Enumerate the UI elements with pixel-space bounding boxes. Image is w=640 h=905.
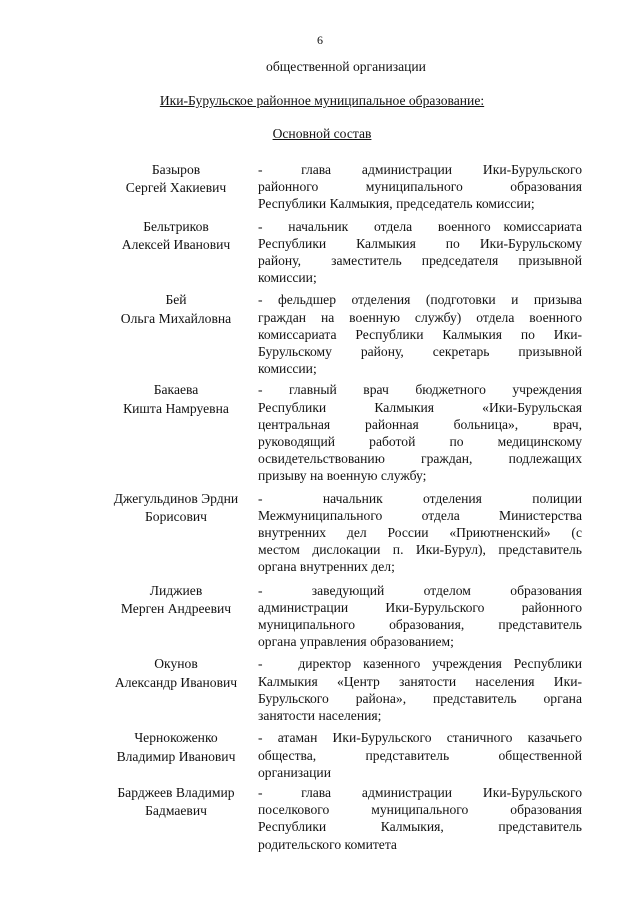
member-role-line: центральная районная больница», врач, xyxy=(258,416,582,432)
member-entry xyxy=(96,729,589,781)
member-entry xyxy=(96,784,589,853)
member-name xyxy=(96,655,256,692)
member-name xyxy=(96,729,256,766)
member-role-line: Межмуниципального отдела Министерства xyxy=(258,507,582,523)
member-role-line: - начальник отдела военного комиссариата xyxy=(258,218,582,234)
member-role-line: комиссариата Республики Калмыкия по Ики- xyxy=(258,326,582,342)
member-role xyxy=(258,490,582,576)
member-role-line: - фельдшер отделения (подготовки и призыва xyxy=(258,292,582,308)
member-role-line: муниципального образования, представитель xyxy=(258,617,582,633)
member-name-line: Мерген Андреевич xyxy=(120,601,232,617)
member-name-line: Алексей Иванович xyxy=(121,237,231,253)
member-role-line: - атаман Ики-Бурульского станичного казачьего xyxy=(258,730,582,746)
member-name-line: Бакаева xyxy=(153,382,199,398)
member-role-line: - директор казенного учреждения Республики xyxy=(258,656,582,672)
member-role-line: комиссии; xyxy=(258,361,317,377)
member-role-line: призыву на военную службу; xyxy=(258,468,427,484)
member-role-line: органа внутренних дел; xyxy=(258,559,395,575)
member-name-line: Бельтриков xyxy=(143,218,209,234)
member-name-line: Владимир Иванович xyxy=(116,748,236,764)
member-role-line: граждан на военную службу) отдела военного xyxy=(258,309,582,325)
member-role xyxy=(258,729,582,781)
member-role-line: местом дислокации п. Ики-Бурул), представитель xyxy=(258,542,582,558)
member-name xyxy=(96,381,256,418)
member-name-line: Чернокоженко xyxy=(134,730,218,746)
member-role-line: Республики Калмыкия, председатель комиссии; xyxy=(258,196,535,212)
member-role-line: родительского комитета xyxy=(258,836,397,852)
member-role-line: занятости населения; xyxy=(258,708,382,724)
continuation-text: общественной организации xyxy=(266,59,426,74)
member-role-line: поселкового муниципального образования xyxy=(258,802,582,818)
member-role-line: Бурульскому району, секретарь призывной xyxy=(258,344,582,360)
member-name-line: Ольга Михайловна xyxy=(120,310,232,326)
member-role-line: Калмыкия «Центр занятости населения Ики- xyxy=(258,673,582,689)
member-entry xyxy=(96,218,589,287)
member-role xyxy=(258,784,582,853)
member-name-line: Сергей Хакиевич xyxy=(125,180,227,196)
member-name-line: Джегульдинов Эрдни xyxy=(113,490,239,506)
member-name xyxy=(96,161,256,198)
member-role xyxy=(258,218,582,287)
member-entry xyxy=(96,161,589,213)
member-role xyxy=(258,291,582,377)
member-name-line: Александр Иванович xyxy=(114,674,238,690)
member-name-line: Бей xyxy=(165,292,187,308)
member-name-line: Лиджиев xyxy=(149,582,203,598)
subsection-title: Основной состав xyxy=(272,126,372,141)
member-name xyxy=(96,490,256,527)
member-role-line: Бурульского района», представитель органа xyxy=(258,690,582,706)
member-role-line: общества, представитель общественной xyxy=(258,747,582,763)
member-role-line: комиссии; xyxy=(258,270,317,286)
member-entry xyxy=(96,490,589,576)
member-name xyxy=(96,582,256,619)
member-role-line: внутренних дел России «Приютненский» (с xyxy=(258,525,582,541)
member-role-line: районного муниципального образования xyxy=(258,179,582,195)
member-role-line: району, заместитель председателя призывной xyxy=(258,253,582,269)
member-role-line: Республики Калмыкия «Ики-Бурульская xyxy=(258,399,582,415)
member-name-line: Кишта Намруевна xyxy=(123,400,229,416)
member-name-line: Бадмаевич xyxy=(145,803,207,819)
member-role xyxy=(258,655,582,724)
member-name-line: Окунов xyxy=(154,656,198,672)
member-role-line: - глава администрации Ики-Бурульского xyxy=(258,162,582,177)
member-role-line: руководящий работой по медицинскому xyxy=(258,434,582,450)
member-role xyxy=(258,161,582,213)
member-entry xyxy=(96,582,589,651)
member-name xyxy=(96,218,256,255)
member-role-line: - глава администрации Ики-Бурульского xyxy=(258,784,582,800)
section-title: Ики-Бурульское районное муниципальное образование: xyxy=(159,93,485,108)
member-name-line: Борисович xyxy=(144,509,208,525)
member-role-line: Республики Калмыкия по Ики-Бурульскому xyxy=(258,235,582,251)
member-role-line: - заведующий отделом образования xyxy=(258,582,582,598)
member-name-line: Барджеев Владимир xyxy=(117,784,235,800)
commission-members-list xyxy=(96,161,589,853)
member-role-line: органа управления образованием; xyxy=(258,634,454,650)
member-name-line: Базыров xyxy=(151,162,201,177)
member-role-line: - начальник отделения полиции xyxy=(258,490,582,506)
member-role xyxy=(258,582,582,651)
member-role-line: организации xyxy=(258,764,331,780)
page-number: 6 xyxy=(317,33,323,47)
member-name xyxy=(96,291,256,328)
member-role-line: администрации Ики-Бурульского районного xyxy=(258,599,582,615)
member-role-line: Республики Калмыкия, представитель xyxy=(258,819,582,835)
member-role-line: освидетельствованию граждан, подлежащих xyxy=(258,451,582,467)
member-entry xyxy=(96,291,589,377)
member-name xyxy=(96,784,256,821)
member-entry xyxy=(96,381,589,484)
member-role-line: - главный врач бюджетного учреждения xyxy=(258,382,582,398)
member-role xyxy=(258,381,582,484)
member-entry xyxy=(96,655,589,724)
